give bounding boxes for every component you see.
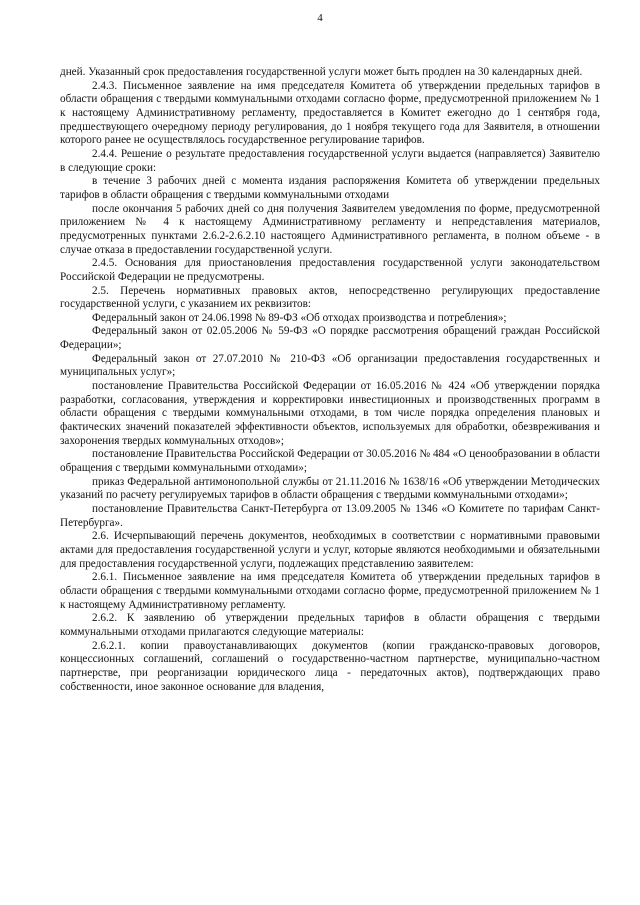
paragraph: дней. Указанный срок предоставления государственной услуги может быть продлен на 30 календарных дней.: [60, 66, 583, 78]
document-body: [60, 66, 600, 694]
paragraph: в течение 3 рабочих дней с момента издания распоряжения Комитета об утверждении предельных тарифов в области обращения с твердыми коммунальными отходами: [60, 175, 600, 201]
paragraph: 2.6.2. К заявлению об утверждении предельных тарифов в области обращения с твердыми коммунальными отходами прилагаются следующие материалы:: [60, 612, 600, 638]
paragraph: приказ Федеральной антимонопольной службы от 21.11.2016 № 1638/16 «Об утверждении Методических указаний по расчету регулируемых тарифов в области обращения с твердыми коммунальными отходами»;: [60, 475, 600, 502]
paragraph: постановление Правительства Российской Федерации от 30.05.2016 № 484 «О ценообразовании в области обращения с твердыми коммунальными отходами»;: [60, 448, 600, 475]
paragraph: Федеральный закон от 02.05.2006 № 59-ФЗ «О порядке рассмотрения обращений граждан Российской Федерации»;: [60, 325, 600, 352]
paragraph: Федеральный закон от 24.06.1998 № 89-ФЗ «Об отходах производства и потребления»;: [92, 311, 507, 324]
paragraph: постановление Правительства Российской Федерации от 16.05.2016 № 424 «Об утверждении порядка разработки, согласования, утверждения и корректировки инвестиционных и производственных программ в области обращения с твердыми коммунальными отходами, в том числе порядка определения плановых и фактических значений показателей эффективности объектов, используемых для обработки, обезвреживания и захоронения твердых коммунальных отходов»;: [60, 380, 600, 447]
paragraph: 2.6.1. Письменное заявление на имя председателя Комитета об утверждении предельных тарифов в области обращения с твердыми коммунальными отходами согласно форме, предусмотренной приложением № 1 к настоящему Административному регламенту.: [60, 571, 600, 611]
paragraph: 2.6.2.1. копии правоустанавливающих документов (копии гражданско-правовых договоров, концессионных соглашений, соглашений о государственно-частном партнерстве, муниципально-частном партнерстве, при реорганизации юридического лица - передаточных актов), подтверждающих право собственности, иное законное основание для владения,: [60, 639, 600, 693]
page-number: 4: [317, 12, 323, 24]
paragraph: 2.6. Исчерпывающий перечень документов, необходимых в соответствии с нормативными правовыми актами для предоставления государственной услуги и услуг, которые являются необходимыми и обязательными для предоставления государственной услуги, подлежащих представлению заявителем:: [60, 530, 600, 570]
paragraph: Федеральный закон от 27.07.2010 № 210-ФЗ «Об организации предоставления государственных и муниципальных услуг»;: [60, 352, 600, 379]
paragraph: 2.4.5. Основания для приостановления предоставления государственной услуги законодательством Российской Федерации не предусмотрены.: [60, 257, 600, 283]
paragraph: после окончания 5 рабочих дней со дня получения Заявителем уведомления по форме, предусмотренной приложением № 4 к настоящему Административному регламенту и непредставления материалов, предусмотренных пунктами 2.6.2-2.6.2.10 настоящего Административного регламента, в полном объеме - в случае отказа в предоставлении государственной услуги.: [60, 202, 600, 256]
paragraph: постановление Правительства Санкт-Петербурга от 13.09.2005 № 1346 «О Комитете по тарифам Санкт-Петербурга».: [60, 503, 600, 529]
paragraph: 2.4.4. Решение о результате предоставления государственной услуги выдается (направляется) Заявителю в следующие сроки:: [60, 147, 600, 174]
paragraph: 2.5. Перечень нормативных правовых актов, непосредственно регулирующих предоставление государственной услуги, с указанием их реквизитов:: [60, 284, 600, 311]
paragraph: 2.4.3. Письменное заявление на имя председателя Комитета об утверждении предельных тарифов в области обращения с твердыми коммунальными отходами согласно форме, предусмотренной приложением № 1 к настоящему Административному регламенту, предоставляется в Комитет ежегодно до 1 сентября года, предшествующего очередному периоду регулирования, до 1 ноября текущего года для Заявителя, в отношении которого ранее не осуществлялось государственное регулирование тарифов.: [60, 79, 600, 147]
